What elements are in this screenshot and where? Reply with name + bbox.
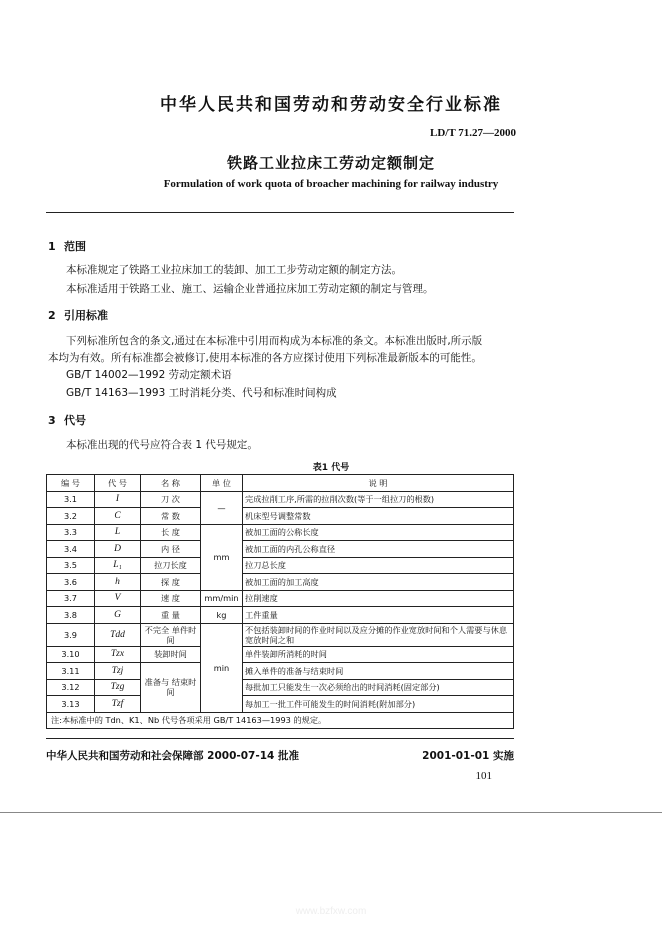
- standard-category-title: 中华人民共和国劳动和劳动安全行业标准: [160, 95, 502, 115]
- table-note-row: [47, 712, 514, 729]
- table-row: [47, 590, 514, 607]
- table-note: 注:本标准中的 Tdn、K1、Nb 代号各项采用 GB/T 14163—1993 的规定。: [47, 712, 514, 729]
- effective-date: 2001-01-01 实施: [422, 750, 514, 762]
- section-title: 引用标准: [64, 309, 108, 322]
- cell-name: 刀 次: [141, 491, 201, 508]
- cell-name: 长 度: [141, 524, 201, 541]
- cell-code: G: [95, 607, 141, 624]
- cell-name: 重 量: [141, 607, 201, 624]
- table-header-row: [47, 475, 514, 492]
- cell-desc: 拉削速度: [243, 590, 514, 607]
- cell-desc: 摊入单件的准备与结束时间: [243, 663, 514, 680]
- table-row: [47, 574, 514, 591]
- table-row: [47, 508, 514, 525]
- cell-desc: 单件装卸所消耗的时间: [243, 646, 514, 663]
- cell-desc: 拉刀总长度: [243, 557, 514, 574]
- cell-no: 3.5: [47, 557, 95, 574]
- cell-desc: 被加工面的公称长度: [243, 524, 514, 541]
- section-number: 3: [48, 414, 56, 427]
- cell-name: 速 度: [141, 590, 201, 607]
- table-caption: 表1 代号: [312, 463, 350, 473]
- cell-no: 3.3: [47, 524, 95, 541]
- cell-code: L₁: [95, 557, 141, 574]
- cell-code: Tzx: [95, 646, 141, 663]
- cell-code: Tzg: [95, 679, 141, 696]
- cell-code: h: [95, 574, 141, 591]
- cell-code: C: [95, 508, 141, 525]
- table-row: [47, 541, 514, 558]
- cell-no: 3.10: [47, 646, 95, 663]
- header-code: 代 号: [95, 475, 141, 492]
- cell-code: V: [95, 590, 141, 607]
- table-row: [47, 491, 514, 508]
- cell-desc: 机床型号调整常数: [243, 508, 514, 525]
- cell-no: 3.1: [47, 491, 95, 508]
- cell-desc: 每批加工只能发生一次必须给出的时间消耗(固定部分): [243, 679, 514, 696]
- cell-name: 拉刀长度: [141, 557, 201, 574]
- standard-code: LD/T 71.27—2000: [430, 127, 516, 139]
- scan-edge-line: [0, 812, 662, 813]
- reference-2: GB/T 14163—1993 工时消耗分类、代号和标准时间构成: [66, 387, 337, 399]
- page-number: 101: [475, 770, 492, 782]
- cell-desc: 不包括装卸时间的作业时间以及应分摊的作业宽放时间和个人需要与休息宽放时间之和: [243, 623, 514, 646]
- cell-code: Tdd: [95, 623, 141, 646]
- cell-unit: —: [201, 491, 243, 524]
- cell-name: 装卸时间: [141, 646, 201, 663]
- cell-code: I: [95, 491, 141, 508]
- cell-name: 常 数: [141, 508, 201, 525]
- cell-desc: 完成拉削工序,所需的拉削次数(等于一组拉刀的根数): [243, 491, 514, 508]
- section-1-heading: [48, 238, 86, 254]
- header-desc: 说 明: [243, 475, 514, 492]
- document-title: 铁路工业拉床工劳动定额制定: [226, 154, 435, 172]
- table-row: [47, 679, 514, 696]
- cell-no: 3.4: [47, 541, 95, 558]
- cell-code: L: [95, 524, 141, 541]
- cell-no: 3.2: [47, 508, 95, 525]
- cell-unit: mm/min: [201, 590, 243, 607]
- section-3-para-1: 本标准出现的代号应符合表 1 代号规定。: [66, 439, 258, 451]
- cell-name: 不完全 单件时间: [141, 623, 201, 646]
- section-1-para-2: 本标准适用于铁路工业、施工、运输企业普通拉床加工劳动定额的制定与管理。: [66, 283, 434, 295]
- section-1-para-1: 本标准规定了铁路工业拉床加工的装卸、加工工步劳动定额的制定方法。: [66, 264, 402, 276]
- section-title: 代号: [64, 414, 86, 427]
- table-row: [47, 696, 514, 713]
- cell-code: Tzf: [95, 696, 141, 713]
- header-unit: 单 位: [201, 475, 243, 492]
- cell-desc: 每加工一批工件可能发生的时间消耗(附加部分): [243, 696, 514, 713]
- table-row: [47, 646, 514, 663]
- cell-name: 探 度: [141, 574, 201, 591]
- title-divider: [46, 212, 514, 213]
- table-row: [47, 607, 514, 624]
- cell-no: 3.6: [47, 574, 95, 591]
- header-name: 名 称: [141, 475, 201, 492]
- cell-unit: mm: [201, 524, 243, 590]
- cell-no: 3.12: [47, 679, 95, 696]
- section-number: 1: [48, 240, 56, 253]
- section-2-heading: [48, 307, 108, 323]
- footer-divider: [46, 738, 514, 739]
- cell-code: Tzj: [95, 663, 141, 680]
- section-2-para-line-2: 本均为有效。所有标准都会被修订,使用本标准的各方应探讨使用下列标准最新版本的可能性。: [48, 352, 482, 364]
- document-english-title: Formulation of work quota of broacher machining for railway industry: [163, 178, 499, 190]
- cell-name: 准备与 结束时间: [141, 663, 201, 713]
- cell-name: 内 径: [141, 541, 201, 558]
- cell-desc: 工件重量: [243, 607, 514, 624]
- section-3-heading: [48, 412, 86, 428]
- cell-no: 3.7: [47, 590, 95, 607]
- cell-unit: kg: [201, 607, 243, 624]
- header-no: 编 号: [47, 475, 95, 492]
- reference-1: GB/T 14002—1992 劳动定额术语: [66, 369, 232, 381]
- code-table: [46, 474, 514, 729]
- section-number: 2: [48, 309, 56, 322]
- cell-no: 3.13: [47, 696, 95, 713]
- cell-no: 3.8: [47, 607, 95, 624]
- cell-desc: 被加工面的加工高度: [243, 574, 514, 591]
- section-title: 范围: [64, 240, 86, 253]
- cell-no: 3.11: [47, 663, 95, 680]
- cell-desc: 被加工面的内孔公称直径: [243, 541, 514, 558]
- cell-code: D: [95, 541, 141, 558]
- cell-no: 3.9: [47, 623, 95, 646]
- table-row: [47, 623, 514, 646]
- table-row: [47, 557, 514, 574]
- approval-line: 中华人民共和国劳动和社会保障部 2000-07-14 批准: [46, 750, 299, 762]
- table-row: [47, 663, 514, 680]
- section-2-para-line-1: 下列标准所包含的条文,通过在本标准中引用而构成为本标准的条文。本标准出版时,所示版: [66, 335, 483, 347]
- watermark: www.bzfxw.com: [295, 906, 367, 917]
- table-row: [47, 524, 514, 541]
- cell-unit: min: [201, 623, 243, 712]
